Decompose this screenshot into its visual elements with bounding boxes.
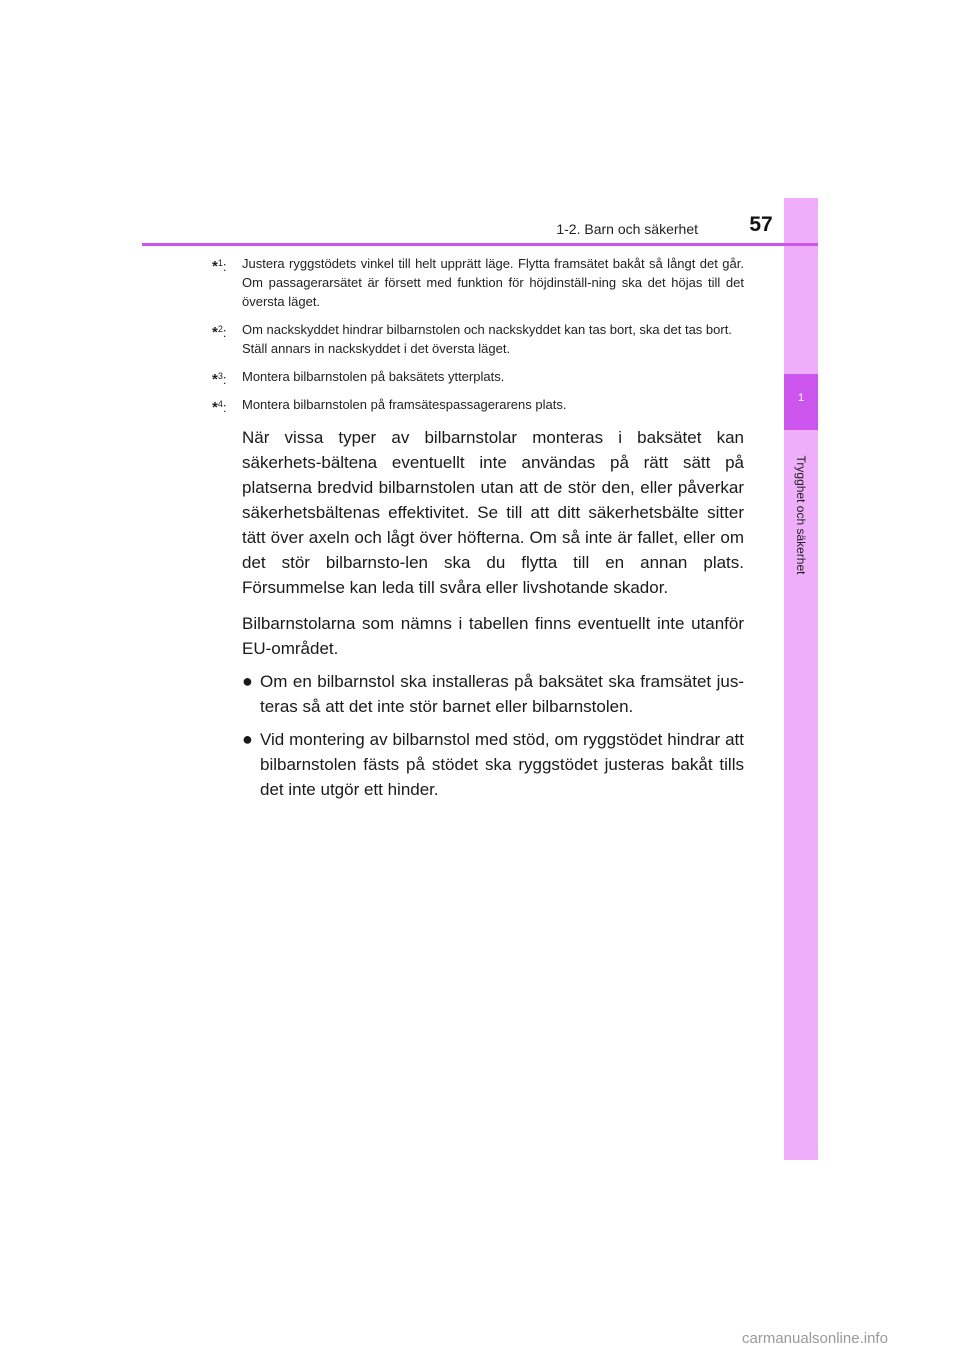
footnote-2 — [212, 320, 744, 358]
footnote-marker: *$^4$: — [212, 399, 227, 416]
bullet-item — [242, 727, 744, 802]
header-rule — [142, 243, 818, 246]
chapter-side-tab — [784, 198, 818, 1160]
footnote-marker: *$^3$: — [212, 371, 227, 388]
bullet-icon: ● — [242, 729, 253, 749]
footnote-text: Justera ryggstödets vinkel till helt upprätt läge. Flytta framsätet bakåt så långt det går. Om passagerarsätet är försett med funktion för höjdinställ-ning ska det höjas till det översta läget. — [242, 256, 744, 309]
bullet-item — [242, 669, 744, 719]
footnote-1 — [212, 254, 744, 311]
footnote-marker: *$^2$: — [212, 324, 227, 341]
bullet-text: Vid montering av bilbarnstol med stöd, om ryggstödet hindrar att bilbarnstolen fästs på stödet ska ryggstödet justeras bakåt tills det inte utgör ett hinder. — [260, 730, 744, 799]
footnote-text-continued: Ställ annars in nackskyddet i det översta läget. — [242, 341, 511, 356]
chapter-number: 1 — [797, 392, 805, 404]
footnote-text: Montera bilbarnstolen på framsätespassagerarens plats. — [242, 397, 567, 412]
footnote-text: Montera bilbarnstolen på baksätets ytterplats. — [242, 369, 505, 384]
footnote-3 — [212, 367, 744, 386]
watermark: carmanualsonline.info — [742, 1330, 888, 1347]
page-number: 57 — [749, 213, 773, 236]
footnote-marker: *$^1$: — [212, 258, 227, 275]
bullet-icon: ● — [242, 671, 253, 691]
body-paragraph-availability: Bilbarnstolarna som nämns i tabellen finns eventuellt inte utanför EU-området. — [242, 614, 744, 658]
footnote-text: Om nackskyddet hindrar bilbarnstolen och nackskyddet kan tas bort, ska det tas bort. — [242, 322, 732, 337]
body-paragraph-seatbelt: När vissa typer av bilbarnstolar monteras i baksätet kan säkerhets-bältena eventuellt inte användas på rätt sätt på platserna bredvid bilbarnstolen utan att de stör den, eller påverkar säkerhetsbältenas effektivitet. Se till att ditt säkerhetsbälte sitter tätt över axeln och lågt över höfterna. Om så inte är fallet, eller om det stör bilbarnsto-len ska du flytta till en annan plats. Försummelse kan leda till svåra eller livshotande skador. — [242, 428, 744, 597]
chapter-title: Trygghet och säkerhet — [794, 455, 808, 575]
page-content — [212, 254, 744, 802]
bullet-text: Om en bilbarnstol ska installeras på baksätet ska framsätet jus-teras så att det inte stör barnet eller bilbarnstolen. — [260, 672, 744, 716]
section-title: 1-2. Barn och säkerhet — [556, 221, 698, 237]
footnote-4 — [212, 395, 744, 414]
